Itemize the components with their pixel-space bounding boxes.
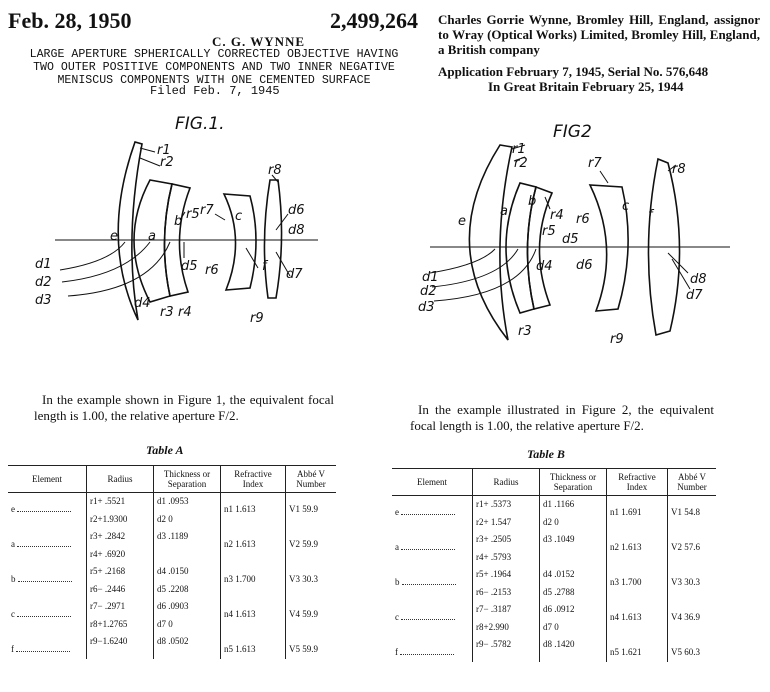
- thickness-value: d1 .0953: [157, 496, 189, 506]
- thickness-value: d5 .2788: [543, 586, 575, 597]
- radius-value: r7− .3187: [476, 604, 512, 614]
- fig2-d7: d7: [686, 288, 703, 303]
- abbe-cell: [286, 528, 337, 563]
- index-value: n4 1.613: [610, 612, 642, 622]
- table-row: [8, 528, 336, 563]
- radius-value: r5+ .2168: [90, 566, 126, 576]
- index-value: n5 1.613: [224, 644, 256, 654]
- leader-dots: [402, 584, 456, 585]
- fig2-r5: r5: [542, 224, 556, 239]
- element-cell: [8, 633, 87, 659]
- fig2-r9: r9: [610, 332, 624, 347]
- radius-value: r1+ .5373: [476, 499, 512, 509]
- index-cell: [607, 636, 668, 662]
- table-row: [8, 493, 336, 529]
- thickness-cell: [540, 601, 607, 636]
- table-b-body: [392, 496, 716, 662]
- fig2-r7: r7: [588, 156, 602, 171]
- index-cell: [221, 598, 286, 633]
- abbe-cell: [286, 493, 337, 529]
- fig1-r8: r8: [268, 163, 282, 178]
- fig1-r7: r7: [200, 203, 214, 218]
- thickness-value: d2 0: [543, 516, 559, 527]
- patent-date: Feb. 28, 1950: [8, 8, 132, 33]
- priority-line: In Great Britain February 25, 1944: [488, 79, 684, 94]
- thickness-value: d3 .1189: [157, 531, 189, 541]
- radius-value: r9− .5782: [476, 639, 512, 649]
- radius-cell: [473, 566, 540, 601]
- index-cell: [221, 563, 286, 598]
- abbe-value: V5 59.9: [289, 644, 318, 654]
- table-header-abbe: Abbé V Number: [286, 466, 337, 493]
- element-cell: [392, 496, 473, 532]
- element-cell: [8, 563, 87, 598]
- abbe-value: V2 59.9: [289, 539, 318, 549]
- fig1-element-b: b: [174, 214, 183, 229]
- table-header-element: Element: [8, 466, 87, 493]
- radius-cell: [473, 601, 540, 636]
- thickness-cell: [540, 496, 607, 532]
- radius-value: r9−1.6240: [90, 636, 128, 646]
- radius-value: r7− .2971: [90, 601, 126, 611]
- element-cell: [392, 601, 473, 636]
- paragraph-fig2: In the example illustrated in Figure 2, the equivalent focal length is 1.00, the relative aperture F/2.: [410, 402, 714, 433]
- fig1-r6: r6: [205, 263, 219, 278]
- radius-cell: [87, 493, 154, 529]
- element-cell: [8, 598, 87, 633]
- fig2-drawing: [400, 135, 770, 360]
- element-name: a: [395, 542, 399, 552]
- fig1-d2: d2: [35, 275, 52, 290]
- index-cell: [607, 601, 668, 636]
- table-header-index: Refractive Index: [221, 466, 286, 493]
- abbe-value: V1 59.9: [289, 504, 318, 514]
- fig2-r1: r1: [512, 142, 526, 157]
- table-a: [8, 465, 336, 659]
- assignment-text: Charles Gorrie Wynne, Bromley Hill, England, assignor to Wray (Optical Works) Limited, Bromley Hill, England, a British company: [438, 12, 760, 57]
- fig1-element-a: a: [148, 229, 156, 244]
- table-a-caption: Table A: [146, 443, 184, 457]
- thickness-value: d1 .1166: [543, 499, 575, 509]
- fig1-element-c: c: [235, 209, 243, 224]
- abbe-cell: [668, 566, 717, 601]
- radius-value: r8+1.2765: [90, 618, 128, 629]
- table-row: [8, 633, 336, 659]
- radius-value: r2+1.9300: [90, 513, 128, 524]
- radius-value: r6− .2446: [90, 583, 126, 594]
- element-cell: [8, 528, 87, 563]
- table-row: [392, 601, 716, 636]
- thickness-value: d4 .0152: [543, 569, 575, 579]
- radius-value: r8+2.990: [476, 621, 509, 632]
- fig1-element-e: e: [110, 229, 118, 244]
- fig2-r2: r2: [514, 156, 528, 171]
- radius-cell: [473, 496, 540, 532]
- element-name: f: [395, 647, 398, 657]
- abbe-cell: [286, 633, 337, 659]
- abbe-cell: [668, 636, 717, 662]
- fig1-label: FIG.1.: [175, 114, 225, 134]
- abbe-cell: [286, 563, 337, 598]
- thickness-cell: [154, 633, 221, 659]
- thickness-value: d6 .0912: [543, 604, 575, 614]
- leader-dots: [17, 616, 71, 617]
- title-line: MENISCUS COMPONENTS WITH ONE CEMENTED SURFACE: [57, 74, 371, 87]
- fig1-d1: d1: [35, 257, 52, 272]
- index-value: n1 1.613: [224, 504, 256, 514]
- element-cell: [8, 493, 87, 529]
- element-name: a: [11, 539, 15, 549]
- table-header-element: Element: [392, 469, 473, 496]
- fig2-d6: d6: [576, 258, 593, 273]
- table-row: [8, 563, 336, 598]
- radius-cell: [87, 563, 154, 598]
- fig2-element-b: b: [528, 194, 537, 209]
- thickness-value: d8 .0502: [157, 636, 189, 646]
- abbe-value: V2 57.6: [671, 542, 700, 552]
- table-row: [392, 531, 716, 566]
- fig2-d3: d3: [418, 300, 435, 315]
- fig1-lens-f: [264, 180, 281, 298]
- title-line: TWO OUTER POSITIVE COMPONENTS AND TWO INNER NEGATIVE: [33, 61, 395, 74]
- radius-value: r5+ .1964: [476, 569, 512, 579]
- fig1-r9: r9: [250, 311, 264, 326]
- index-value: n2 1.613: [224, 539, 256, 549]
- radius-cell: [473, 531, 540, 566]
- element-name: c: [11, 609, 15, 619]
- thickness-value: d7 0: [157, 618, 173, 629]
- fig2-d8: d8: [690, 272, 707, 287]
- abbe-value: V5 60.3: [671, 647, 700, 657]
- index-cell: [607, 496, 668, 532]
- thickness-cell: [154, 528, 221, 563]
- thickness-value: d5 .2208: [157, 583, 189, 594]
- index-cell: [607, 531, 668, 566]
- fig2-d4: d4: [536, 259, 553, 274]
- fig2-r3: r3: [518, 324, 532, 339]
- leader-dots: [401, 619, 455, 620]
- element-name: e: [11, 504, 15, 514]
- thickness-cell: [540, 531, 607, 566]
- leader-dots: [401, 549, 455, 550]
- index-value: n2 1.613: [610, 542, 642, 552]
- application-info: [438, 64, 763, 94]
- thickness-value: d4 .0150: [157, 566, 189, 576]
- fig2-element-f: f: [648, 208, 653, 223]
- abbe-cell: [286, 598, 337, 633]
- thickness-cell: [154, 598, 221, 633]
- abbe-value: V4 36.9: [671, 612, 700, 622]
- radius-cell: [87, 633, 154, 659]
- radius-cell: [473, 636, 540, 662]
- fig1-lens-e: [118, 142, 142, 320]
- radius-cell: [87, 598, 154, 633]
- table-row: [392, 636, 716, 662]
- radius-value: r1+ .5521: [90, 496, 126, 506]
- leader-dots: [17, 546, 71, 547]
- patent-number: 2,499,264: [330, 8, 418, 33]
- radius-value: r4+ .6920: [90, 548, 126, 559]
- index-value: n5 1.621: [610, 647, 642, 657]
- table-header-radius: Radius: [473, 469, 540, 496]
- index-value: n3 1.700: [610, 577, 642, 587]
- abbe-value: V3 30.3: [671, 577, 700, 587]
- fig2-d5: d5: [562, 232, 579, 247]
- leader-dots: [18, 581, 72, 582]
- index-value: n4 1.613: [224, 609, 256, 619]
- table-header-abbe: Abbé V Number: [668, 469, 717, 496]
- inventor-name: C. G. WYNNE: [212, 34, 306, 49]
- fig1-d3: d3: [35, 293, 52, 308]
- fig1-d8: d8: [288, 223, 305, 238]
- fig2-label: FIG2: [553, 122, 592, 142]
- fig1-element-f: f: [262, 259, 267, 274]
- abbe-cell: [668, 531, 717, 566]
- element-cell: [392, 566, 473, 601]
- leader-dots: [401, 514, 455, 515]
- thickness-cell: [154, 493, 221, 529]
- index-cell: [221, 633, 286, 659]
- leader-dots: [400, 654, 454, 655]
- fig1-drawing: [0, 130, 330, 340]
- fig2-element-c: c: [622, 199, 630, 214]
- fig1-d7: d7: [286, 267, 303, 282]
- table-header-thickness: Thickness or Separation: [154, 466, 221, 493]
- fig2-element-a: a: [500, 204, 508, 219]
- index-cell: [221, 493, 286, 529]
- radius-value: r4+ .5793: [476, 551, 512, 562]
- fig2-r4: r4: [550, 208, 564, 223]
- table-header-index: Refractive Index: [607, 469, 668, 496]
- fig1-r2: r2: [160, 155, 174, 170]
- paragraph-fig1: In the example shown in Figure 1, the equivalent focal length is 1.00, the relative aperture F/2.: [34, 392, 334, 423]
- table-header-radius: Radius: [87, 466, 154, 493]
- table-row: [392, 496, 716, 532]
- fig2-d1: d1: [422, 270, 439, 285]
- element-name: f: [11, 644, 14, 654]
- abbe-cell: [668, 496, 717, 532]
- table-row: [392, 566, 716, 601]
- fig2-d2: d2: [420, 284, 437, 299]
- abbe-cell: [668, 601, 717, 636]
- element-name: e: [395, 507, 399, 517]
- fig2-element-e: e: [458, 214, 466, 229]
- filed-date: Filed Feb. 7, 1945: [150, 84, 280, 98]
- thickness-cell: [540, 566, 607, 601]
- element-name: b: [11, 574, 16, 584]
- radius-value: r3+ .2842: [90, 531, 126, 541]
- element-name: b: [395, 577, 400, 587]
- thickness-value: d3 .1049: [543, 534, 575, 544]
- element-cell: [392, 531, 473, 566]
- radius-value: r2+ 1.547: [476, 516, 512, 527]
- radius-cell: [87, 528, 154, 563]
- fig1-d4: d4: [134, 296, 151, 311]
- abbe-value: V1 54.8: [671, 507, 700, 517]
- fig1-d5: d5: [181, 259, 198, 274]
- table-b-caption: Table B: [527, 447, 565, 461]
- fig1-r5: r5: [186, 207, 200, 222]
- thickness-value: d7 0: [543, 621, 559, 632]
- fig1-d6: d6: [288, 203, 305, 218]
- leader-dots: [16, 651, 70, 652]
- table-header-thickness: Thickness or Separation: [540, 469, 607, 496]
- title-line: LARGE APERTURE SPHERICALLY CORRECTED OBJECTIVE HAVING: [29, 48, 399, 61]
- patent-title: [8, 48, 420, 87]
- fig1-r3: r3: [160, 305, 174, 320]
- element-name: c: [395, 612, 399, 622]
- abbe-value: V3 30.3: [289, 574, 318, 584]
- table-b: [392, 468, 716, 662]
- fig1-r4: r4: [178, 305, 192, 320]
- thickness-value: d8 .1420: [543, 639, 575, 649]
- index-cell: [607, 566, 668, 601]
- fig1-r1: r1: [157, 143, 171, 158]
- fig2-r6: r6: [576, 212, 590, 227]
- application-line: Application February 7, 1945, Serial No. 576,648: [438, 64, 709, 79]
- radius-value: r3+ .2505: [476, 534, 512, 544]
- thickness-value: d6 .0903: [157, 601, 189, 611]
- leader-dots: [17, 511, 71, 512]
- table-a-body: [8, 493, 336, 659]
- fig2-r8: r8: [672, 162, 686, 177]
- index-value: n3 1.700: [224, 574, 256, 584]
- abbe-value: V4 59.9: [289, 609, 318, 619]
- thickness-value: d2 0: [157, 513, 173, 524]
- index-cell: [221, 528, 286, 563]
- element-cell: [392, 636, 473, 662]
- table-row: [8, 598, 336, 633]
- thickness-cell: [154, 563, 221, 598]
- radius-value: r6− .2153: [476, 586, 512, 597]
- index-value: n1 1.691: [610, 507, 642, 517]
- thickness-cell: [540, 636, 607, 662]
